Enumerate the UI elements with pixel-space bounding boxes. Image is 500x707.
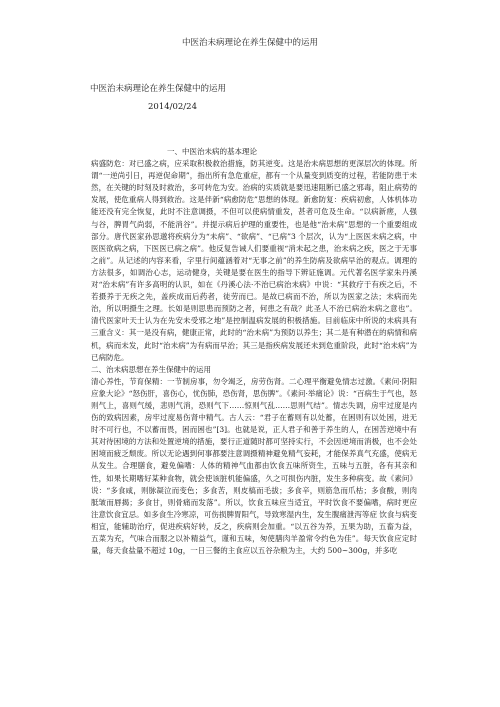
section-heading-1: 一、中医治未病的基本理论 [167, 147, 257, 156]
section-heading-2: 二、治未病思想在养生保健中的运用 [91, 364, 211, 374]
document-title: 中医治未病理论在养生保健中的运用 [181, 38, 318, 48]
section-paragraph-1: 病盛防危：对已盛之病，应采取积极救治措施，防其逆变。这是治未病思想的更深层次的体现。所谓“一逆尚引日，再逆促命期”，指出所有急危重症，都有一个从量变到质变的过程，若能防患于未然，在关键的时刻及时救治，多可转危为安。治病的实质就是要迅速阻断已盛之邪毒，阻止病势的发展，使危重病人得到救治。这是伴新“病愈防危”思想的体现。新愈防复：疾病初愈，人体机体功能还没有完全恢复，此时不注意调摄，不但可以使病情重发，甚者可危及生命。“以病新瘥，人强与谷，脾胃气尚弱，不能消谷”。并提示病后护理的重要性，也是他“治未病”思想的一个重要组成部分。唐代医家孙思邈将疾病分为“未病”、“欲病”、“已病”3 个层次，认为“上医医未病之病，中医医欲病之病，下医医已病之病”。他反复告诫人们要重视“消未起之患，治未病之疾，医之于无事之前”。从记述的内容来看，字里行间蕴涵着对“无事之前”的养生防病及欲病早治的观点。调理的方法很多，如调治心志，运动健身，关键是要在医生的指导下辨证施调。元代著名医学家朱丹溪对“治未病”有许多高明的认识，如在《丹溪心法·不治已病治未病》中说：“其救疗于有疾之后，不若摄养于无疾之先，盖疾成而后药者，徒劳而已。是故已病而不治，所以为医家之法；未病而先治，所以明摄生之理。长如是则思患而预防之者，何患之有哉？此圣人不治已病治未病之意也”。清代医家叶天士认为在先安未受邪之地”是控制温病发展的积极措施。目前临床中所说的未病具有三重含义：其一是没有病，健康正常，此时的“治未病”为预防以养生；其二是有种潜在的病情和病机，病而未发，此时“治未病”为有病而早治；其三是指疾病发展还未到危重阶段，此时“治未病”为已病防危。 [91, 159, 417, 362]
document-body [91, 146, 417, 557]
document-subtitle: 中医治未病理论在养生保健中的运用 [90, 84, 227, 94]
publish-date: 2014/02/24 [148, 102, 197, 112]
section-paragraph-2: 清心养性，节育保精：一节制房事，勿令竭乏，房劳伤肾。二心理平衡避免情志过激。《素问·阴阳应象大论》“怒伤肝，喜伤心，忧伤肺，恐伤肾，思伤脾”。《素问·举痛论》说：“百病生于气也，怒则气上，喜则气缓，悲则气消，恐则气下……惊则气乱……思则气结”。情志失调，房牢过度是内伤的致病因素，房牢过度易伤肾中精气。古人云：“君子在蓄则有以处蓄，在困则有以处困，进无时不可行也，不以蓄而畏，困而困也”[3]。也就是说，正人君子和善于养生的人，在困苦逆境中有其对待困境的方法和处置逆境的措施，要行正道随时都可坚持实行，不会因逆境而消极，也不会处困境而疲乏颓废。所以无论遇到何事都要注意调摄精神避免精气妄耗，才能保养真气充盛，使病无从发生。合理膳食，避免偏嗜：人体的精神气血都由饮食五味所资生，五味与五脏，各有其亲和性，如果长期嗜好某种食物，就会使该脏机能偏盛，久之可损伤内脏，发生多种病变。故《素问》说：“多食咸，则脉凝泣而变色；多食苦，则皮槁而毛拔；多食辛，则筋急而爪枯；多食酸，则肉胝皱而唇揭；多食甘，则骨痛而发落”。所以，饮食五味应当适宜，平时饮食不要偏嗜，病时更应注意饮食宜忌。如多食生冷寒凉，可伤损脾胃阳气，导致寒湿内生，发生腹痛泄泻等症 饮食与病变相宜，能辅助治疗，促进疾病好转，反之，疾病则会加重。“以五谷为养，五果为助，五畜为益，五菜为充，气味合而服之以补精益气，谨和五味，匆使膳肉羊盈常令约色为佳”。每天饮食应定时量，每天食盐量不超过 10g，一日三餐的主食应以五谷杂粮为主，大约 500~300g，并多吃 [91, 376, 417, 556]
